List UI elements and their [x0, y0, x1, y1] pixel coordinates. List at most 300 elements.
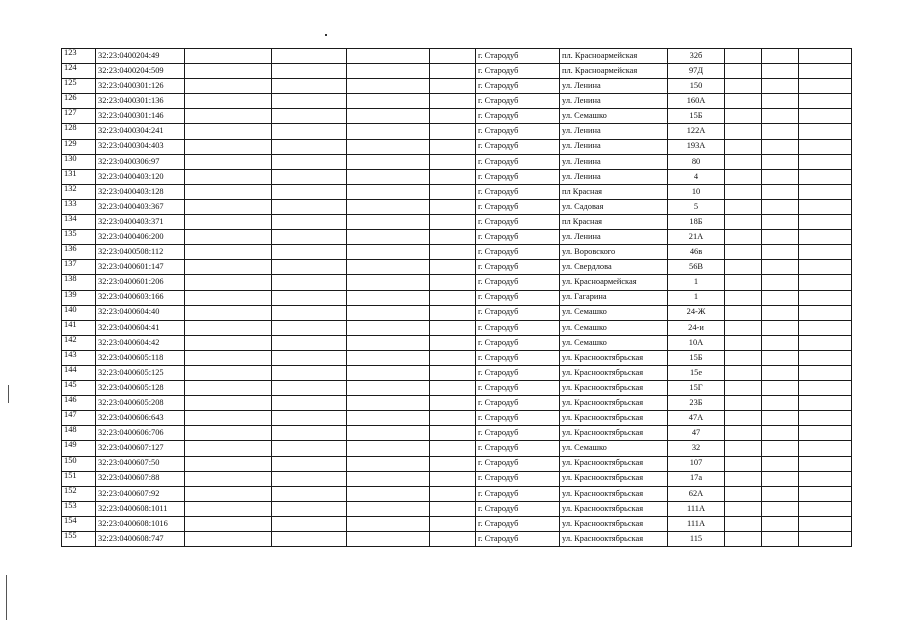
- table-row: [62, 396, 852, 411]
- empty-cell: [725, 245, 762, 260]
- cadastral-number: 32:23:0400403:128: [96, 184, 185, 199]
- empty-cell: [762, 350, 799, 365]
- empty-cell: [762, 275, 799, 290]
- table-row: [62, 275, 852, 290]
- empty-cell: [430, 471, 476, 486]
- table-row: [62, 365, 852, 380]
- empty-cell: [430, 169, 476, 184]
- empty-cell: [185, 109, 272, 124]
- cadastral-number: 32:23:0400603:166: [96, 290, 185, 305]
- empty-cell: [430, 456, 476, 471]
- empty-cell: [762, 411, 799, 426]
- empty-cell: [725, 154, 762, 169]
- cadastral-number: 32:23:0400403:367: [96, 199, 185, 214]
- street-name: пл Красная: [560, 215, 668, 230]
- city-name: г. Стародуб: [476, 486, 560, 501]
- empty-cell: [185, 471, 272, 486]
- empty-cell: [799, 184, 852, 199]
- empty-cell: [762, 381, 799, 396]
- empty-cell: [347, 532, 430, 547]
- table-row: [62, 335, 852, 350]
- empty-cell: [725, 169, 762, 184]
- empty-cell: [762, 245, 799, 260]
- cadastral-number: 32:23:0400304:241: [96, 124, 185, 139]
- table-row: [62, 230, 852, 245]
- house-number: 1: [668, 290, 725, 305]
- cadastral-number: 32:23:0400601:206: [96, 275, 185, 290]
- empty-cell: [185, 501, 272, 516]
- empty-cell: [272, 64, 347, 79]
- empty-cell: [347, 184, 430, 199]
- empty-cell: [185, 260, 272, 275]
- street-name: ул. Семашко: [560, 441, 668, 456]
- empty-cell: [762, 335, 799, 350]
- empty-cell: [725, 215, 762, 230]
- empty-cell: [185, 169, 272, 184]
- empty-cell: [762, 260, 799, 275]
- empty-cell: [185, 365, 272, 380]
- empty-cell: [185, 64, 272, 79]
- empty-cell: [799, 124, 852, 139]
- cadastral-number: 32:23:0400301:146: [96, 109, 185, 124]
- empty-cell: [430, 305, 476, 320]
- empty-cell: [185, 396, 272, 411]
- table-row: [62, 305, 852, 320]
- house-number: 32б: [668, 49, 725, 64]
- empty-cell: [799, 199, 852, 214]
- empty-cell: [272, 305, 347, 320]
- city-name: г. Стародуб: [476, 64, 560, 79]
- table-row: [62, 245, 852, 260]
- empty-cell: [185, 320, 272, 335]
- empty-cell: [430, 426, 476, 441]
- empty-cell: [799, 516, 852, 531]
- city-name: г. Стародуб: [476, 184, 560, 199]
- empty-cell: [272, 184, 347, 199]
- empty-cell: [762, 441, 799, 456]
- row-number: 126: [62, 94, 96, 109]
- table-row: [62, 64, 852, 79]
- table-row: [62, 426, 852, 441]
- empty-cell: [430, 516, 476, 531]
- empty-cell: [272, 471, 347, 486]
- empty-cell: [272, 199, 347, 214]
- empty-cell: [762, 49, 799, 64]
- empty-cell: [185, 350, 272, 365]
- row-number: 154: [62, 516, 96, 531]
- empty-cell: [347, 139, 430, 154]
- city-name: г. Стародуб: [476, 215, 560, 230]
- city-name: г. Стародуб: [476, 94, 560, 109]
- row-number: 143: [62, 350, 96, 365]
- empty-cell: [799, 381, 852, 396]
- empty-cell: [725, 486, 762, 501]
- cadastral-number: 32:23:0400601:147: [96, 260, 185, 275]
- table-row: [62, 260, 852, 275]
- house-number: 80: [668, 154, 725, 169]
- empty-cell: [430, 154, 476, 169]
- house-number: 15Г: [668, 381, 725, 396]
- street-name: ул. Ленина: [560, 124, 668, 139]
- cadastral-number: 32:23:0400606:706: [96, 426, 185, 441]
- empty-cell: [799, 290, 852, 305]
- empty-cell: [272, 290, 347, 305]
- empty-cell: [725, 109, 762, 124]
- empty-cell: [347, 245, 430, 260]
- empty-cell: [272, 109, 347, 124]
- empty-cell: [185, 516, 272, 531]
- house-number: 15Б: [668, 109, 725, 124]
- empty-cell: [185, 532, 272, 547]
- empty-cell: [185, 426, 272, 441]
- empty-cell: [347, 109, 430, 124]
- street-name: ул. Краснооктябрьская: [560, 350, 668, 365]
- empty-cell: [799, 305, 852, 320]
- empty-cell: [272, 245, 347, 260]
- empty-cell: [272, 426, 347, 441]
- city-name: г. Стародуб: [476, 501, 560, 516]
- empty-cell: [347, 350, 430, 365]
- row-number: 151: [62, 471, 96, 486]
- city-name: г. Стародуб: [476, 320, 560, 335]
- empty-cell: [272, 441, 347, 456]
- table-row: [62, 79, 852, 94]
- cadastral-number: 32:23:0400508:112: [96, 245, 185, 260]
- empty-cell: [725, 64, 762, 79]
- row-number: 123: [62, 49, 96, 64]
- empty-cell: [185, 335, 272, 350]
- row-number: 131: [62, 169, 96, 184]
- empty-cell: [272, 79, 347, 94]
- empty-cell: [185, 381, 272, 396]
- street-name: ул. Ленина: [560, 79, 668, 94]
- city-name: г. Стародуб: [476, 124, 560, 139]
- row-number: 155: [62, 532, 96, 547]
- empty-cell: [347, 471, 430, 486]
- empty-cell: [725, 516, 762, 531]
- empty-cell: [430, 109, 476, 124]
- empty-cell: [762, 305, 799, 320]
- empty-cell: [725, 275, 762, 290]
- empty-cell: [799, 396, 852, 411]
- empty-cell: [725, 94, 762, 109]
- row-number: 130: [62, 154, 96, 169]
- empty-cell: [272, 365, 347, 380]
- cadastral-number: 32:23:0400301:136: [96, 94, 185, 109]
- cadastral-number: 32:23:0400607:50: [96, 456, 185, 471]
- house-number: 5: [668, 199, 725, 214]
- table-row: [62, 139, 852, 154]
- house-number: 10А: [668, 335, 725, 350]
- empty-cell: [185, 124, 272, 139]
- table-row: [62, 154, 852, 169]
- city-name: г. Стародуб: [476, 290, 560, 305]
- empty-cell: [799, 215, 852, 230]
- table-row: [62, 486, 852, 501]
- empty-cell: [725, 501, 762, 516]
- empty-cell: [799, 426, 852, 441]
- empty-cell: [799, 94, 852, 109]
- street-name: ул. Краснооктябрьская: [560, 486, 668, 501]
- table-row: [62, 516, 852, 531]
- cadastral-number: 32:23:0400403:371: [96, 215, 185, 230]
- city-name: г. Стародуб: [476, 260, 560, 275]
- empty-cell: [430, 245, 476, 260]
- empty-cell: [799, 532, 852, 547]
- house-number: 32: [668, 441, 725, 456]
- row-number: 147: [62, 411, 96, 426]
- empty-cell: [799, 441, 852, 456]
- city-name: г. Стародуб: [476, 456, 560, 471]
- table-row: [62, 411, 852, 426]
- street-name: ул. Семашко: [560, 109, 668, 124]
- empty-cell: [347, 199, 430, 214]
- street-name: пл. Красноармейская: [560, 64, 668, 79]
- row-number: 140: [62, 305, 96, 320]
- empty-cell: [347, 124, 430, 139]
- empty-cell: [762, 139, 799, 154]
- empty-cell: [762, 124, 799, 139]
- empty-cell: [799, 350, 852, 365]
- house-number: 15е: [668, 365, 725, 380]
- city-name: г. Стародуб: [476, 441, 560, 456]
- city-name: г. Стародуб: [476, 139, 560, 154]
- house-number: 62А: [668, 486, 725, 501]
- empty-cell: [725, 184, 762, 199]
- street-name: ул. Краснооктябрьская: [560, 396, 668, 411]
- house-number: 17а: [668, 471, 725, 486]
- table-row: [62, 184, 852, 199]
- city-name: г. Стародуб: [476, 532, 560, 547]
- table-row: [62, 109, 852, 124]
- cadastral-number: 32:23:0400608:747: [96, 532, 185, 547]
- street-name: ул. Гагарина: [560, 290, 668, 305]
- empty-cell: [430, 290, 476, 305]
- empty-cell: [725, 411, 762, 426]
- house-number: 47: [668, 426, 725, 441]
- empty-cell: [347, 456, 430, 471]
- empty-cell: [799, 275, 852, 290]
- city-name: г. Стародуб: [476, 305, 560, 320]
- empty-cell: [430, 381, 476, 396]
- cadastral-number: 32:23:0400604:41: [96, 320, 185, 335]
- city-name: г. Стародуб: [476, 350, 560, 365]
- street-name: ул. Краснооктябрьская: [560, 381, 668, 396]
- city-name: г. Стародуб: [476, 79, 560, 94]
- city-name: г. Стародуб: [476, 365, 560, 380]
- row-number: 129: [62, 139, 96, 154]
- empty-cell: [347, 79, 430, 94]
- house-number: 10: [668, 184, 725, 199]
- empty-cell: [430, 215, 476, 230]
- city-name: г. Стародуб: [476, 426, 560, 441]
- house-number: 21А: [668, 230, 725, 245]
- house-number: 46в: [668, 245, 725, 260]
- house-number: 15Б: [668, 350, 725, 365]
- empty-cell: [272, 532, 347, 547]
- empty-cell: [799, 456, 852, 471]
- empty-cell: [430, 184, 476, 199]
- empty-cell: [185, 154, 272, 169]
- row-number: 138: [62, 275, 96, 290]
- empty-cell: [347, 230, 430, 245]
- empty-cell: [799, 501, 852, 516]
- empty-cell: [272, 501, 347, 516]
- cadastral-number: 32:23:0400608:1011: [96, 501, 185, 516]
- empty-cell: [272, 94, 347, 109]
- empty-cell: [762, 290, 799, 305]
- street-name: ул. Ленина: [560, 139, 668, 154]
- empty-cell: [799, 139, 852, 154]
- empty-cell: [185, 275, 272, 290]
- row-number: 142: [62, 335, 96, 350]
- street-name: ул. Ленина: [560, 230, 668, 245]
- empty-cell: [799, 471, 852, 486]
- empty-cell: [185, 79, 272, 94]
- street-name: ул. Краснооктябрьская: [560, 365, 668, 380]
- street-name: ул. Семашко: [560, 335, 668, 350]
- cadastral-number: 32:23:0400605:208: [96, 396, 185, 411]
- cadastral-number: 32:23:0400604:42: [96, 335, 185, 350]
- table-row: [62, 215, 852, 230]
- row-number: 125: [62, 79, 96, 94]
- empty-cell: [347, 426, 430, 441]
- empty-cell: [430, 260, 476, 275]
- house-number: 23Б: [668, 396, 725, 411]
- house-number: 111А: [668, 516, 725, 531]
- empty-cell: [725, 139, 762, 154]
- empty-cell: [725, 260, 762, 275]
- empty-cell: [762, 516, 799, 531]
- registry-table: [61, 48, 852, 547]
- empty-cell: [185, 184, 272, 199]
- empty-cell: [430, 411, 476, 426]
- empty-cell: [347, 381, 430, 396]
- empty-cell: [430, 230, 476, 245]
- empty-cell: [762, 184, 799, 199]
- row-number: 132: [62, 184, 96, 199]
- empty-cell: [430, 486, 476, 501]
- table-row: [62, 471, 852, 486]
- empty-cell: [762, 456, 799, 471]
- street-name: ул. Свердлова: [560, 260, 668, 275]
- street-name: ул. Краснооктябрьская: [560, 456, 668, 471]
- table-row: [62, 49, 852, 64]
- house-number: 47А: [668, 411, 725, 426]
- empty-cell: [272, 124, 347, 139]
- row-number: 150: [62, 456, 96, 471]
- row-number: 128: [62, 124, 96, 139]
- house-number: 4: [668, 169, 725, 184]
- empty-cell: [430, 365, 476, 380]
- house-number: 56В: [668, 260, 725, 275]
- row-number: 135: [62, 230, 96, 245]
- empty-cell: [430, 124, 476, 139]
- empty-cell: [799, 109, 852, 124]
- street-name: ул. Семашко: [560, 320, 668, 335]
- empty-cell: [185, 215, 272, 230]
- empty-cell: [272, 381, 347, 396]
- row-number: 137: [62, 260, 96, 275]
- empty-cell: [272, 154, 347, 169]
- empty-cell: [430, 49, 476, 64]
- city-name: г. Стародуб: [476, 275, 560, 290]
- empty-cell: [185, 441, 272, 456]
- empty-cell: [272, 350, 347, 365]
- empty-cell: [347, 215, 430, 230]
- empty-cell: [762, 215, 799, 230]
- empty-cell: [762, 64, 799, 79]
- city-name: г. Стародуб: [476, 516, 560, 531]
- table-row: [62, 290, 852, 305]
- empty-cell: [725, 381, 762, 396]
- house-number: 18Б: [668, 215, 725, 230]
- empty-cell: [347, 365, 430, 380]
- row-number: 139: [62, 290, 96, 305]
- empty-cell: [272, 260, 347, 275]
- empty-cell: [430, 94, 476, 109]
- empty-cell: [347, 441, 430, 456]
- cadastral-number: 32:23:0400306:97: [96, 154, 185, 169]
- empty-cell: [347, 94, 430, 109]
- empty-cell: [185, 305, 272, 320]
- empty-cell: [762, 320, 799, 335]
- empty-cell: [799, 169, 852, 184]
- empty-cell: [272, 275, 347, 290]
- row-number: 136: [62, 245, 96, 260]
- empty-cell: [799, 486, 852, 501]
- empty-cell: [430, 335, 476, 350]
- empty-cell: [347, 516, 430, 531]
- empty-cell: [762, 396, 799, 411]
- empty-cell: [347, 335, 430, 350]
- table-row: [62, 124, 852, 139]
- empty-cell: [725, 124, 762, 139]
- empty-cell: [725, 49, 762, 64]
- street-name: ул. Воровского: [560, 245, 668, 260]
- empty-cell: [430, 532, 476, 547]
- empty-cell: [799, 320, 852, 335]
- empty-cell: [799, 79, 852, 94]
- cadastral-number: 32:23:0400605:118: [96, 350, 185, 365]
- registry-table-body: [62, 49, 852, 547]
- city-name: г. Стародуб: [476, 411, 560, 426]
- street-name: ул. Красноармейская: [560, 275, 668, 290]
- empty-cell: [762, 154, 799, 169]
- empty-cell: [272, 230, 347, 245]
- empty-cell: [347, 49, 430, 64]
- street-name: ул. Ленина: [560, 154, 668, 169]
- empty-cell: [430, 350, 476, 365]
- empty-cell: [272, 335, 347, 350]
- table-row: [62, 456, 852, 471]
- empty-cell: [430, 199, 476, 214]
- house-number: 122А: [668, 124, 725, 139]
- empty-cell: [185, 411, 272, 426]
- cadastral-number: 32:23:0400605:125: [96, 365, 185, 380]
- empty-cell: [799, 245, 852, 260]
- scan-speck: [325, 34, 327, 36]
- empty-cell: [725, 199, 762, 214]
- empty-cell: [347, 169, 430, 184]
- empty-cell: [762, 169, 799, 184]
- empty-cell: [725, 396, 762, 411]
- row-number: 149: [62, 441, 96, 456]
- house-number: 24-Ж: [668, 305, 725, 320]
- city-name: г. Стародуб: [476, 109, 560, 124]
- empty-cell: [725, 471, 762, 486]
- empty-cell: [725, 426, 762, 441]
